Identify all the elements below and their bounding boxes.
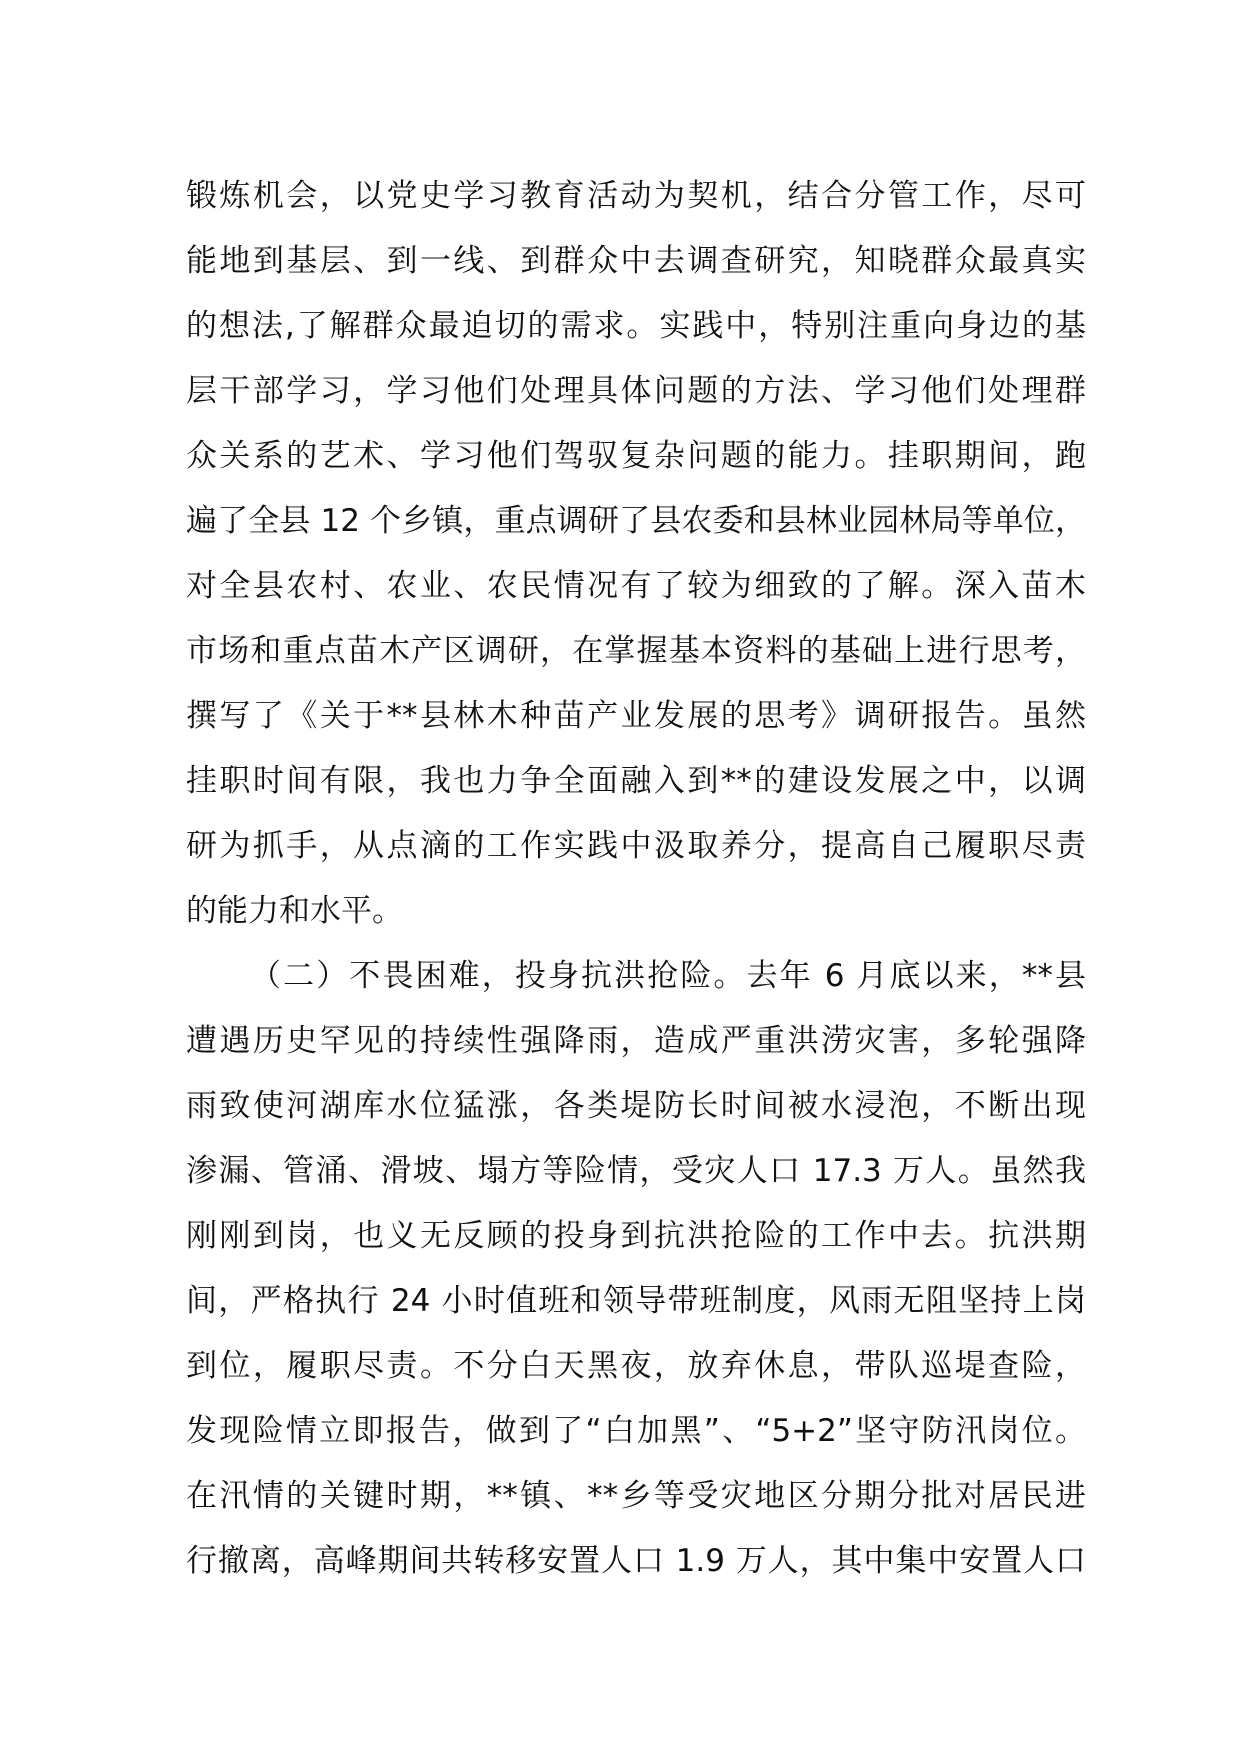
text-line-15: 雨致使河湖库水位猛涨，各类堤防长时间被水浸泡，不断出现 [186,1088,1086,1124]
text-line-12: 的能力和水平。 [186,893,403,929]
text-line-19: 到位，履职尽责。不分白天黑夜，放弃休息，带队巡堤查险， [186,1348,1086,1384]
text-line-22: 行撤离，高峰期间共转移安置人口 1.9 万人，其中集中安置人口 [186,1543,1086,1579]
text-line-2: 能地到基层、到一线、到群众中去调查研究，知晓群众最真实 [186,243,1086,279]
text-line-4: 层干部学习，学习他们处理具体问题的方法、学习他们处理群 [186,373,1086,409]
text-line-14: 遭遇历史罕见的持续性强降雨，造成严重洪涝灾害，多轮强降 [186,1023,1086,1059]
text-line-16: 渗漏、管涌、滑坡、塌方等险情，受灾人口 17.3 万人。虽然我 [186,1153,1086,1189]
text-line-10: 挂职时间有限，我也力争全面融入到**的建设发展之中，以调 [186,763,1086,799]
text-line-6: 遍了全县 12 个乡镇，重点调研了县农委和县林业园林局等单位， [186,503,1086,539]
text-line-7: 对全县农村、农业、农民情况有了较为细致的了解。深入苗木 [186,568,1086,604]
text-line-21: 在汛情的关键时期，**镇、**乡等受灾地区分期分批对居民进 [186,1478,1086,1514]
text-line-20: 发现险情立即报告，做到了“白加黑”、“5+2”坚守防汛岗位。 [186,1413,1086,1449]
text-line-9: 撰写了《关于**县林木种苗产业发展的思考》调研报告。虽然 [186,698,1086,734]
text-line-3: 的想法,了解群众最迫切的需求。实践中，特别注重向身边的基 [186,308,1086,344]
text-line-8: 市场和重点苗木产区调研，在掌握基本资料的基础上进行思考， [186,633,1086,669]
text-line-1: 锻炼机会，以党史学习教育活动为契机，结合分管工作，尽可 [186,178,1086,214]
text-line-11: 研为抓手，从点滴的工作实践中汲取养分，提高自己履职尽责 [186,828,1086,864]
text-line-17: 刚刚到岗，也义无反顾的投身到抗洪抢险的工作中去。抗洪期 [186,1218,1086,1254]
text-line-18: 间，严格执行 24 小时值班和领导带班制度，风雨无阻坚持上岗 [186,1283,1086,1319]
text-line-5: 众关系的艺术、学习他们驾驭复杂问题的能力。挂职期间，跑 [186,438,1086,474]
body-text [186,164,1086,1594]
section-heading-line: （二）不畏困难，投身抗洪抢险。去年 6 月底以来，**县 [250,958,1086,994]
